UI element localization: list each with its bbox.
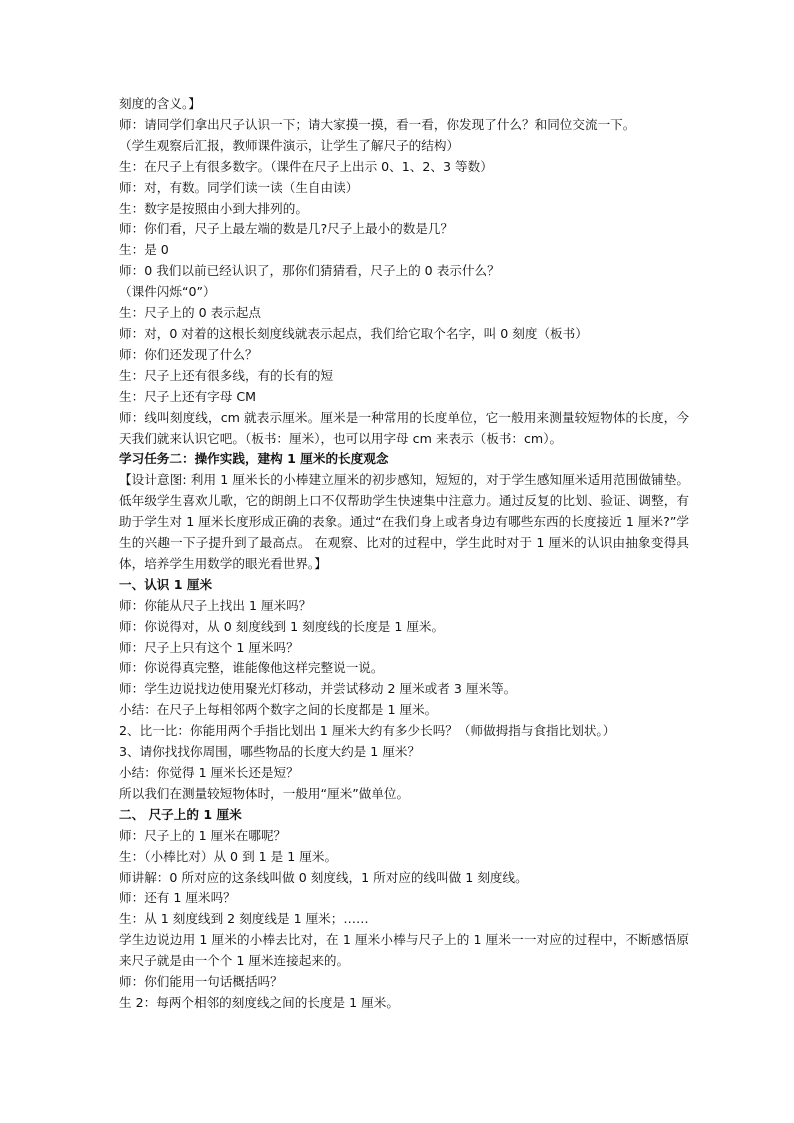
design-intent-paragraph: 【设计意图: 利用 1 厘米长的小棒建立厘米的初步感知，短短的，对于学生感知厘米适用范围做铺垫。低年级学生喜欢儿歌，它的朗朗上口不仅帮助学生快速集中注意力。通过反复的比划、验证、调整，有助于学生对 1 厘米长度形成正确的表象。通过“在我们身上或者身边有哪些东西的长度接近 1 厘米?”学生的兴趣一下子提升到了最高点。 在观察、比对的过程中，学生此时对于 1 厘米的认识由抽象变得具体，培养学生用数学的眼光看世界。】 [119, 472, 689, 571]
text-line: 2、比一比：你能用两个手指比划出 1 厘米大约有多少长吗？（师做拇指与食指比划状。） [119, 723, 616, 739]
text-line: 生：尺子上的 0 表示起点 [119, 305, 261, 321]
text-line: 师：你们能用一句话概括吗？ [119, 974, 283, 990]
text-line: 师：0 我们以前已经认识了，那你们猜猜看，尺子上的 0 表示什么？ [119, 263, 500, 279]
text-line: 师：对，有数。同学们读一读（生自由读） [119, 179, 359, 195]
text-line: 生：数字是按照由小到大排列的。 [119, 200, 308, 216]
text-line: 师：你说得真完整，谁能像他这样完整说一说。 [119, 660, 384, 676]
text-line: 师：你们还发现了什么？ [119, 346, 258, 362]
text-line: 生 2：每两个相邻的刻度线之间的长度是 1 厘米。 [119, 994, 399, 1010]
text-line: 生：是 0 [119, 242, 169, 258]
text-paragraph: 学生边说边用 1 厘米的小棒去比对，在 1 厘米小棒与尺子上的 1 厘米一一对应的过程中，不断感悟原来尺子就是由一个个 1 厘米连接起来的。 [119, 932, 689, 969]
text-line: 生：（小棒比对）从 0 到 1 是 1 厘米。 [119, 848, 338, 864]
text-line: 师：还有 1 厘米吗？ [119, 890, 236, 906]
document-page [119, 94, 689, 1014]
text-line: 刻度的含义。】 [119, 96, 201, 111]
text-line: 师讲解：0 所对应的这条线叫做 0 刻度线，1 所对应的线叫做 1 刻度线。 [119, 869, 528, 885]
text-line: 师：你能从尺子上找出 1 厘米吗？ [119, 597, 312, 613]
text-line: 生：在尺子上有很多数字。（课件在尺子上出示 0、1、2、3 等数） [119, 158, 493, 174]
text-line: 所以我们在测量较短物体时，一般用“厘米”做单位。 [119, 785, 410, 801]
section-heading: 二、 尺子上的 1 厘米 [119, 806, 242, 822]
text-line: 师：尺子上的 1 厘米在哪呢？ [119, 827, 287, 843]
text-line: 生：尺子上还有字母 CM [119, 388, 257, 404]
text-line: 小结：你觉得 1 厘米长还是短？ [119, 765, 299, 780]
text-line: 3、请你找找你周围，哪些物品的长度大约是 1 厘米？ [119, 744, 421, 760]
text-line: 师：尺子上只有这个 1 厘米吗？ [119, 639, 299, 655]
text-line: 小结：在尺子上每相邻两个数字之间的长度都是 1 厘米。 [119, 702, 438, 718]
text-line: 生：尺子上还有很多线，有的长有的短 [119, 367, 334, 383]
text-line: 师：学生边说找边使用聚光灯移动，并尝试移动 2 厘米或者 3 厘米等。 [119, 681, 517, 697]
text-line: 师：请同学们拿出尺子认识一下；请大家摸一摸，看一看，你发现了什么？和同位交流一下。 [119, 116, 636, 132]
text-line: 师：对，0 对着的这根长刻度线就表示起点，我们给它取个名字，叫 0 刻度（板书） [119, 325, 588, 341]
text-line: 师：你们看，尺子上最左端的数是几?尺子上最小的数是几？ [119, 221, 454, 237]
text-line: 师：你说得对，从 0 刻度线到 1 刻度线的长度是 1 厘米。 [119, 618, 445, 634]
text-paragraph: 师：线叫刻度线，cm 就表示厘米。厘米是一种常用的长度单位，它一般用来测量较短物体的长度，今天我们就来认识它吧。（板书：厘米），也可以用字母 cm 来表示（板书：cm）。 [119, 409, 689, 446]
text-line: （学生观察后汇报，教师课件演示，让学生了解尺子的结构） [119, 137, 460, 153]
section-heading: 一、认识 1 厘米 [119, 576, 213, 592]
text-line: （课件闪烁“0”） [119, 284, 216, 300]
section-heading: 学习任务二：操作实践，建构 1 厘米的长度观念 [119, 451, 389, 467]
text-line: 生：从 1 刻度线到 2 刻度线是 1 厘米；…… [119, 911, 369, 927]
